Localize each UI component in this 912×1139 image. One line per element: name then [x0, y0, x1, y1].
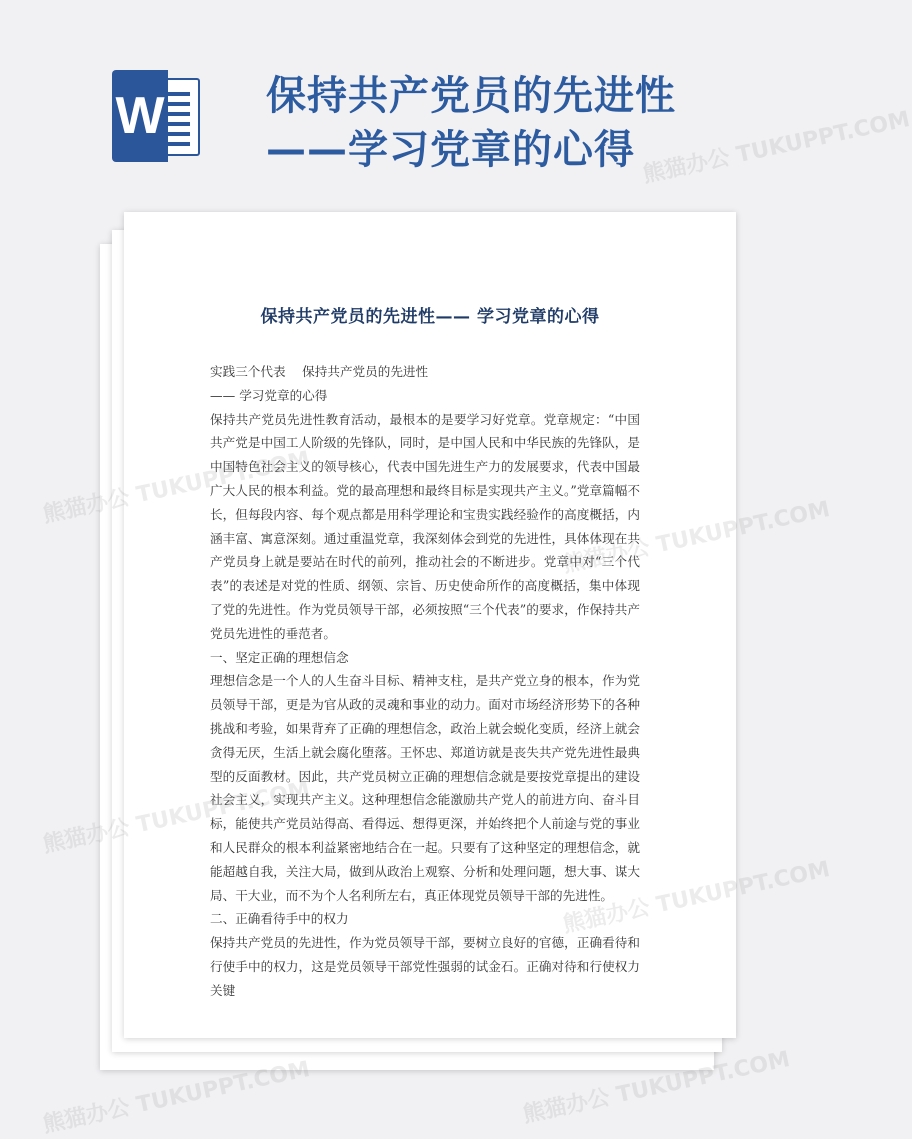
watermark: 熊猫办公 TUKUPPT.COM	[520, 1046, 793, 1128]
header-title-line2: ——学习党章的心得	[266, 127, 635, 173]
paragraph-subtitle: 实践三个代表 保持共产党员的先进性	[210, 364, 429, 379]
section-heading-1: 一、坚定正确的理想信念	[210, 649, 349, 665]
paragraph-intro: 保持共产党员先进性教育活动，最根本的是要学习好党章。党章规定：“中国共产党是中国工人阶级的先锋队，同时，是中国人民和中华民族的先锋队，是中国特色社会主义的领导核心，代表中国先进生产力的发展要求，代表中国最广大人民的根本利益。党的最高理想和最终目标是实现共产主义。”党章篇幅不长，但每段内容、每个观点都是用科学理论和宝贵实践经验作的高度概括，内涵丰富、寓意深刻。通过重温党章，我深刻体会到党的先进性，具体体现在共产党员身上就是要站在时代的前列，推动社会的不断进步。党章中对“三个代表”的表述是对党的性质、纲领、宗旨、历史使命所作的高度概括，集中体现了党的先进性。作为党员领导干部，必须按照“三个代表”的要求，作保持共产党员先进性的垂范者。	[210, 411, 640, 641]
watermark: 熊猫办公	[40, 485, 133, 528]
word-document-icon	[112, 70, 204, 162]
paragraph-subtitle-2: —— 学习党章的心得	[210, 387, 328, 403]
watermark: TUKUPPT.COM	[654, 496, 833, 559]
watermark: 熊猫办公	[40, 815, 133, 858]
header-title-line1: 保持共产党员的先进性	[266, 73, 676, 119]
word-letter: W	[112, 70, 168, 162]
document-body	[210, 360, 640, 1003]
paragraph-section-1: 理想信念是一个人的人生奋斗目标、精神支柱，是共产党立身的根本，作为党员领导干部，更是为官从政的灵魂和事业的动力。面对市场经济形势下的各种挑战和考验，如果背弃了正确的理想信念，政治上就会蜕化变质，经济上就会贪得无厌，生活上就会腐化堕落。王怀忠、郑道访就是丧失共产党先进性最典型的反面教材。因此，共产党员树立正确的理想信念就是要按党章提出的建设社会主义，实现共产主义。这种理想信念能激励共产党人的前进方向、奋斗目标，能使共产党员站得高、看得远、想得更深，并始终把个人前途与党的事业和人民群众的根本利益紧密地结合在一起。只要有了这种坚定的理想信念，就能超越自我，关注大局，做到从政治上观察、分析和处理问题，想大事、谋大局、干大业，而不为个人名利所左右，真正体现党员领导干部的先进性。	[210, 673, 640, 903]
watermark: 熊猫办公 TUKUPPT.COM	[40, 1056, 313, 1138]
section-heading-2: 二、正确看待手中的权力	[210, 911, 349, 927]
watermark: 熊猫办公 TUKUPPT.COM	[640, 106, 912, 188]
paragraph-section-2: 保持共产党员的先进性，作为党员领导干部，要树立良好的官德，正确看待和行使手中的权力，这是党员领导干部党性强弱的试金石。正确对待和行使权力关键	[210, 935, 640, 998]
watermark: TUKUPPT.COM	[654, 856, 833, 919]
header	[0, 0, 800, 210]
document-page	[124, 212, 736, 1038]
document-title: 保持共产党员的先进性—— 学习党章的心得	[260, 307, 600, 327]
